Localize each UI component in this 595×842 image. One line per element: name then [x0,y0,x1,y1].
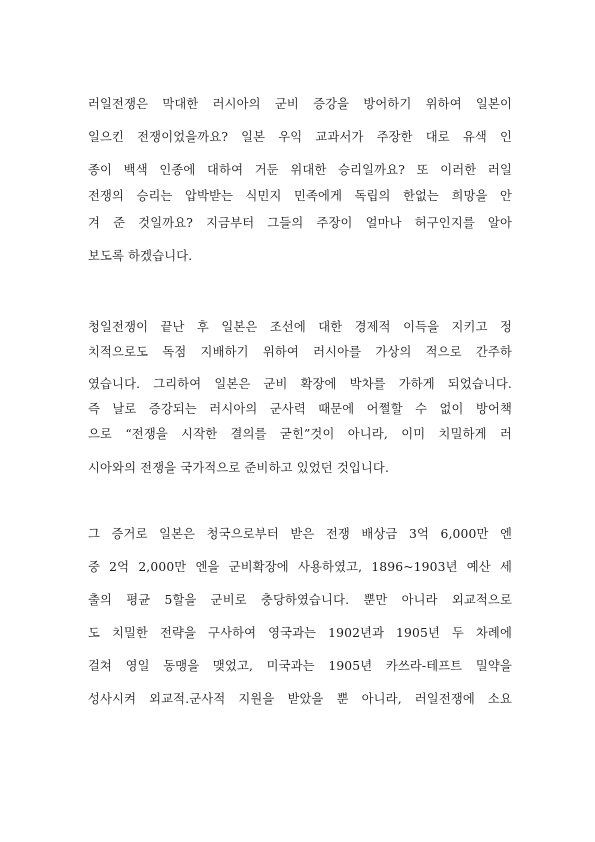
text-line: 중 2억 2,000만 엔을 군비확장에 사용하였고, 1896~1903년 예산 세 [88,560,512,574]
text-line: 걸쳐 영일 동맹을 맺었고, 미국과는 1905년 카쓰라-테프트 밀약을 [88,659,512,673]
text-line: 도 치밀한 전략을 구사하여 영국과는 1902년과 1905년 두 차례에 [88,626,512,640]
text-line: 출의 평균 5할을 군비로 충당하였습니다. 뿐만 아니라 외교적으로 [88,593,512,607]
text-line: 전쟁의 승리는 압박받는 식민지 민족에게 독립의 한없는 희망을 안 [88,189,512,203]
paragraph-preparation [88,319,512,485]
text-line: 그 증거로 일본은 청국으로부터 받은 전쟁 배상금 3억 6,000만 엔 [88,527,512,541]
text-line: 종이 백색 인종에 대하여 거둔 위대한 승리일까요? 또 이러한 러일 [88,163,512,177]
text-line: 러일전쟁은 막대한 러시아의 군비 증강을 방어하기 위하여 일본이 [88,97,512,111]
text-line: 즉 날로 증강되는 러시아의 군사력 때문에 어쩔할 수 없이 방어책 [88,402,512,416]
text-line: 치적으로도 독점 지배하기 위하여 러시아를 가상의 적으로 간주하 [88,345,512,359]
paragraph-evidence [88,526,512,724]
text-line: 으로 “전쟁을 시작한 결의를 굳힌”것이 아니라, 이미 치밀하게 러 [88,427,512,441]
text-line: 성사시켜 외교적.군사적 지원을 받았을 뿐 아니라, 러일전쟁에 소요 [88,692,512,706]
text-line: 겨 준 것일까요? 지금부터 그들의 주장이 얼마나 허구인지를 알아 [88,216,512,230]
text-line: 청일전쟁이 끝난 후 일본은 조선에 대한 경제적 이득을 지키고 정 [88,320,512,334]
text-line: 시아와의 전쟁을 국가적으로 준비하고 있었던 것입니다. [88,461,390,475]
text-line: 였습니다. 그리하여 일본은 군비 확장에 박차를 가하게 되었습니다. [88,377,512,391]
text-line: 일으킨 전쟁이었을까요? 일본 우익 교과서가 주장한 대로 유색 인 [88,130,512,144]
text-line: 보도록 하겠습니다. [88,249,193,263]
paragraph-intro [88,96,512,281]
